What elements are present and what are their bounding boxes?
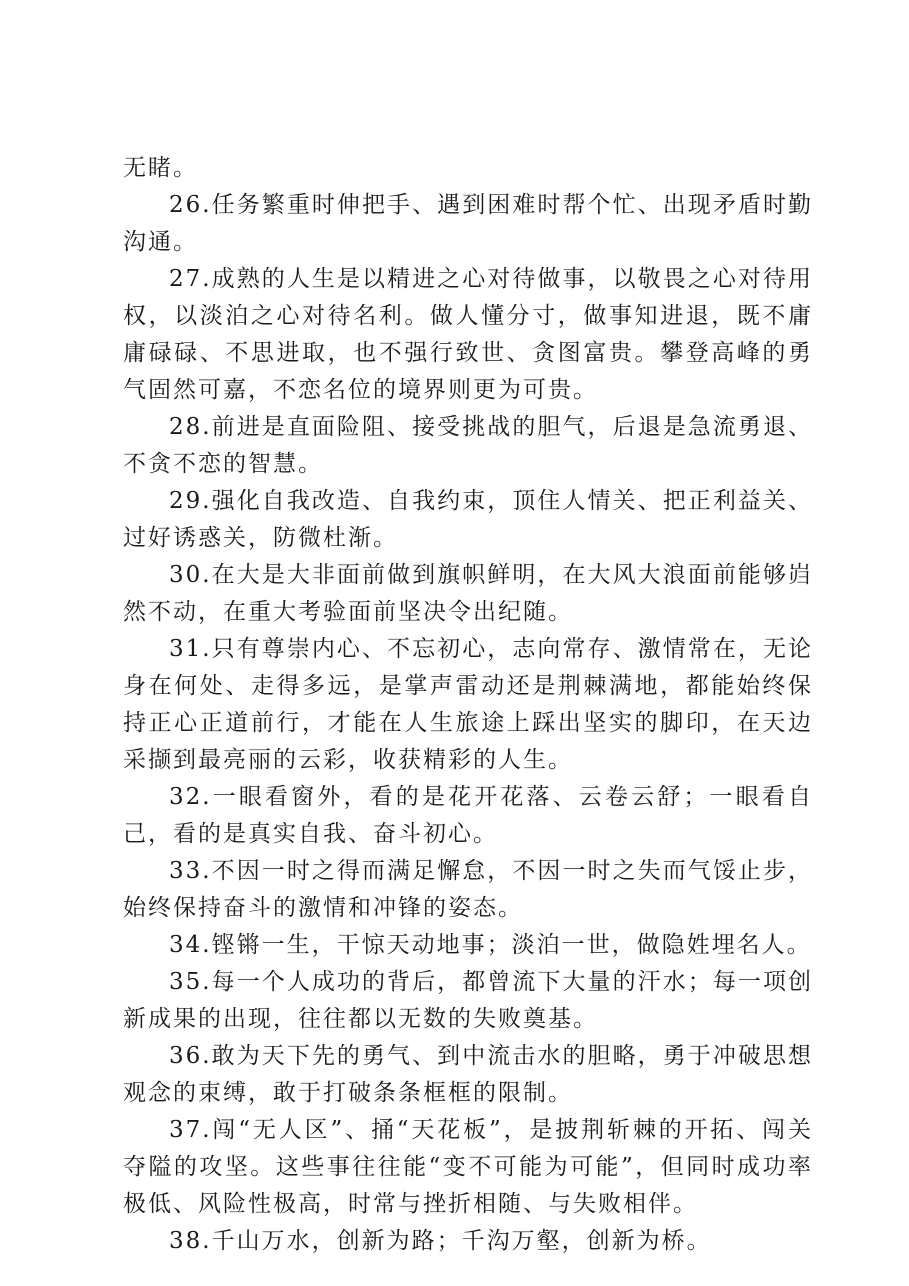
paragraph-30: 30.在大是大非面前做到旗帜鲜明，在大风大浪面前能够岿然不动，在重大考验面前坚决令出纪随。 [123,562,813,625]
paragraph-28: 28.前进是直面险阻、接受挑战的胆气，后退是急流勇退、不贪不恋的智慧。 [123,414,813,477]
document-body [123,150,813,1260]
paragraph-36: 36.敢为天下先的勇气、到中流击水的胆略，勇于冲破思想观念的束缚，敢于打破条条框框的限制。 [123,1043,813,1106]
paragraph-29: 29.强化自我改造、自我约束，顶住人情关、把正利益关、过好诱惑关，防微杜渐。 [123,488,813,551]
paragraph-continuation: 无睹。 [123,155,198,181]
paragraph-35: 35.每一个人成功的背后，都曾流下大量的汗水；每一项创新成果的出现，往往都以无数的失败奠基。 [123,969,813,1032]
paragraph-38: 38.千山万水，创新为路；千沟万壑，创新为桥。 [169,1228,712,1254]
paragraph-33: 33.不因一时之得而满足懈怠，不因一时之失而气馁止步，始终保持奋斗的激情和冲锋的姿态。 [123,858,813,921]
paragraph-32: 32.一眼看窗外，看的是花开花落、云卷云舒；一眼看自己，看的是真实自我、奋斗初心。 [123,784,813,847]
paragraph-27: 27.成熟的人生是以精进之心对待做事，以敬畏之心对待用权，以淡泊之心对待名利。做人懂分寸，做事知进退，既不庸庸碌碌、不思进取，也不强行致世、贪图富贵。攀登高峰的勇气固然可嘉，不恋名位的境界则更为可贵。 [123,266,813,403]
paragraph-34: 34.铿锵一生，干惊天动地事；淡泊一世，做隐姓埋名人。 [169,932,812,958]
paragraph-31: 31.只有尊崇内心、不忘初心，志向常存、激情常在，无论身在何处、走得多远，是掌声雷动还是荆棘满地，都能始终保持正心正道前行，才能在人生旅途上踩出坚实的脚印，在天边采撷到最亮丽的云彩，收获精彩的人生。 [123,636,813,773]
paragraph-37: 37.闯“无人区”、捅“天花板”，是披荆斩棘的开拓、闯关夺隘的攻坚。这些事往往能“变不可能为可能”，但同时成功率极低、风险性极高，时常与挫折相随、与失败相伴。 [123,1117,813,1217]
paragraph-26: 26.任务繁重时伸把手、遇到困难时帮个忙、出现矛盾时勤沟通。 [123,192,813,255]
